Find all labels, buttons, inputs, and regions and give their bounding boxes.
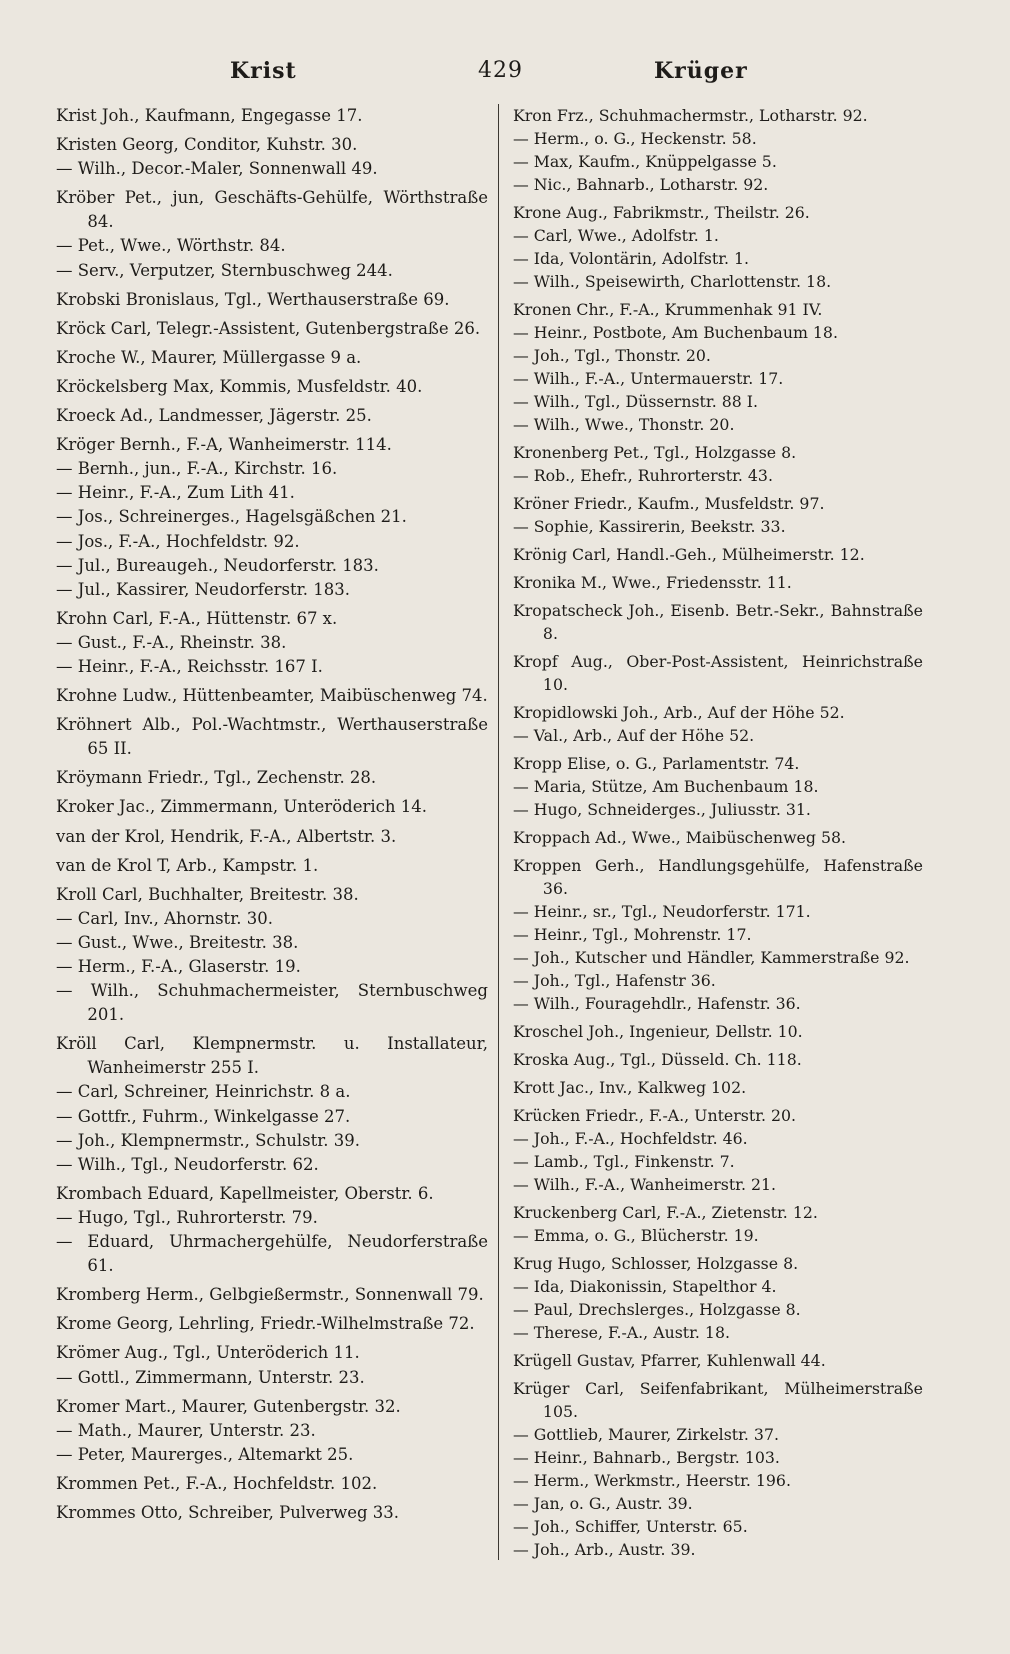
directory-entry: Krome Georg, Lehrling, Friedr.-Wilhelmstraße 72.	[56, 1314, 475, 1334]
column-divider	[498, 104, 499, 1560]
directory-entry: — Jos., Schreinerges., Hagelsgäßchen 21.	[56, 507, 407, 527]
directory-entry: Kropatscheck Joh., Eisenb. Betr.-Sekr., Bahnstraße 8.	[513, 601, 923, 643]
directory-entry: — Math., Maurer, Unterstr. 23.	[56, 1420, 316, 1440]
directory-entry: — Joh., Arb., Austr. 39.	[513, 1540, 696, 1559]
directory-entry: Krommen Pet., F.-A., Hochfeldstr. 102.	[56, 1473, 378, 1493]
directory-entry: Kron Frz., Schuhmachermstr., Lotharstr. 92.	[513, 106, 868, 125]
directory-entry: — Wilh., Fouragehdlr., Hafenstr. 36.	[513, 994, 801, 1013]
directory-entry: Krohne Ludw., Hüttenbeamter, Maibüschenweg 74.	[56, 686, 488, 706]
directory-entry: — Therese, F.-A., Austr. 18.	[513, 1323, 730, 1342]
directory-entry: — Pet., Wwe., Wörthstr. 84.	[56, 236, 286, 256]
directory-entry: Kromberg Herm., Gelbgießermstr., Sonnenwall 79.	[56, 1285, 484, 1305]
directory-entry: — Wilh., F.-A., Untermauerstr. 17.	[513, 369, 784, 388]
directory-entry: Krone Aug., Fabrikmstr., Theilstr. 26.	[513, 203, 810, 222]
directory-entry: Krommes Otto, Schreiber, Pulverweg 33.	[56, 1502, 400, 1522]
directory-entry: — Carl, Inv., Ahornstr. 30.	[56, 908, 273, 928]
directory-entry: Kröck Carl, Telegr.-Assistent, Gutenbergstraße 26.	[56, 318, 481, 338]
directory-entry: Kroeck Ad., Landmesser, Jägerstr. 25.	[56, 406, 372, 426]
directory-entry: Krist Joh., Kaufmann, Engegasse 17.	[56, 106, 363, 125]
directory-entry: Kröll Carl, Klempnermstr. u. Installateur, Wanheimerstr 255 I.	[56, 1034, 488, 1078]
left-column	[56, 104, 488, 1525]
directory-entry: — Jan, o. G., Austr. 39.	[513, 1494, 693, 1513]
directory-entry: — Herm., o. G., Heckenstr. 58.	[513, 129, 757, 148]
directory-entry: — Eduard, Uhrmachergehülfe, Neudorferstraße 61.	[56, 1232, 488, 1276]
directory-entry: — Hugo, Schneiderges., Juliusstr. 31.	[513, 800, 811, 819]
directory-entry: Kropp Elise, o. G., Parlamentstr. 74.	[513, 754, 800, 773]
directory-entry: — Maria, Stütze, Am Buchenbaum 18.	[513, 777, 819, 796]
right-column	[513, 104, 923, 1561]
directory-entry: — Emma, o. G., Blücherstr. 19.	[513, 1226, 759, 1245]
running-header-right: Krüger	[654, 58, 748, 84]
directory-entry: Kröber Pet., jun, Geschäfts-Gehülfe, Wörthstraße 84.	[56, 188, 488, 232]
directory-entry: Kröhnert Alb., Pol.-Wachtmstr., Werthauserstraße 65 II.	[56, 715, 488, 759]
directory-entry: Kristen Georg, Conditor, Kuhstr. 30.	[56, 135, 358, 155]
directory-entry: — Joh., Tgl., Thonstr. 20.	[513, 346, 711, 365]
directory-entry: — Lamb., Tgl., Finkenstr. 7.	[513, 1152, 735, 1171]
directory-entry: Kröner Friedr., Kaufm., Musfeldstr. 97.	[513, 494, 825, 513]
directory-entry: — Carl, Schreiner, Heinrichstr. 8 a.	[56, 1082, 351, 1102]
directory-entry: Krobski Bronislaus, Tgl., Werthauserstraße 69.	[56, 289, 450, 309]
directory-entry: — Max, Kaufm., Knüppelgasse 5.	[513, 152, 777, 171]
directory-entry: Kroppach Ad., Wwe., Maibüschenweg 58.	[513, 828, 847, 847]
directory-entry: Krügell Gustav, Pfarrer, Kuhlenwall 44.	[513, 1351, 826, 1370]
directory-entry: — Wilh., Speisewirth, Charlottenstr. 18.	[513, 272, 832, 291]
directory-entry: Kromer Mart., Maurer, Gutenbergstr. 32.	[56, 1396, 401, 1416]
running-header-left: Krist	[230, 58, 297, 84]
directory-entry: — Joh., F.-A., Hochfeldstr. 46.	[513, 1129, 748, 1148]
directory-entry: — Carl, Wwe., Adolfstr. 1.	[513, 226, 719, 245]
directory-entry: Kroschel Joh., Ingenieur, Dellstr. 10.	[513, 1022, 803, 1041]
directory-entry: Kronen Chr., F.-A., Krummenhak 91 IV.	[513, 300, 823, 319]
directory-entry: Kronika M., Wwe., Friedensstr. 11.	[513, 573, 792, 592]
directory-entry: — Nic., Bahnarb., Lotharstr. 92.	[513, 175, 769, 194]
directory-entry: Kruckenberg Carl, F.-A., Zietenstr. 12.	[513, 1203, 818, 1222]
directory-entry: — Jul., Kassirer, Neudorferstr. 183.	[56, 579, 350, 599]
directory-entry: — Hugo, Tgl., Ruhrorterstr. 79.	[56, 1207, 318, 1227]
directory-entry: — Gottlieb, Maurer, Zirkelstr. 37.	[513, 1425, 779, 1444]
directory-entry: — Joh., Schiffer, Unterstr. 65.	[513, 1517, 748, 1536]
directory-entry: Krohn Carl, F.-A., Hüttenstr. 67 x.	[56, 608, 338, 628]
directory-entry: — Joh., Tgl., Hafenstr 36.	[513, 971, 716, 990]
directory-entry: — Joh., Kutscher und Händler, Kammerstraße 92.	[513, 948, 910, 967]
directory-entry: — Heinr., F.-A., Reichsstr. 167 I.	[56, 656, 323, 676]
directory-entry: Kropf Aug., Ober-Post-Assistent, Heinrichstraße 10.	[513, 652, 923, 694]
directory-entry: — Wilh., Tgl., Düssernstr. 88 I.	[513, 392, 758, 411]
directory-entry: — Gottfr., Fuhrm., Winkelgasse 27.	[56, 1106, 351, 1126]
directory-entry: van de Krol T, Arb., Kampstr. 1.	[56, 855, 319, 875]
directory-entry: — Heinr., F.-A., Zum Lith 41.	[56, 483, 295, 503]
directory-entry: Krombach Eduard, Kapellmeister, Oberstr. 6.	[56, 1183, 434, 1203]
directory-entry: — Serv., Verputzer, Sternbuschweg 244.	[56, 260, 393, 280]
directory-entry: — Rob., Ehefr., Ruhrorterstr. 43.	[513, 466, 773, 485]
directory-entry: Kroll Carl, Buchhalter, Breitestr. 38.	[56, 884, 359, 904]
directory-entry: Kröger Bernh., F.-A, Wanheimerstr. 114.	[56, 435, 392, 455]
directory-entry: — Jul., Bureaugeh., Neudorferstr. 183.	[56, 555, 379, 575]
directory-entry: Kroche W., Maurer, Müllergasse 9 a.	[56, 347, 362, 367]
directory-entry: van der Krol, Hendrik, F.-A., Albertstr. 3.	[56, 826, 397, 846]
directory-entry: Krüger Carl, Seifenfabrikant, Mülheimerstraße 105.	[513, 1379, 923, 1421]
directory-entry: — Bernh., jun., F.-A., Kirchstr. 16.	[56, 459, 338, 479]
directory-entry: — Heinr., Tgl., Mohrenstr. 17.	[513, 925, 752, 944]
directory-entry: — Ida, Diakonissin, Stapelthor 4.	[513, 1277, 777, 1296]
directory-entry: Kröckelsberg Max, Kommis, Musfeldstr. 40.	[56, 376, 423, 396]
directory-entry: Kropidlowski Joh., Arb., Auf der Höhe 52.	[513, 703, 845, 722]
directory-entry: — Jos., F.-A., Hochfeldstr. 92.	[56, 531, 300, 551]
directory-entry: — Wilh., Schuhmachermeister, Sternbuschweg 201.	[56, 981, 488, 1025]
directory-entry: Kroker Jac., Zimmermann, Unteröderich 14.	[56, 797, 427, 817]
directory-entry: — Gust., Wwe., Breitestr. 38.	[56, 932, 299, 952]
directory-entry: — Heinr., sr., Tgl., Neudorferstr. 171.	[513, 902, 811, 921]
directory-entry: Krönig Carl, Handl.-Geh., Mülheimerstr. 12.	[513, 545, 865, 564]
directory-entry: Kröymann Friedr., Tgl., Zechenstr. 28.	[56, 768, 377, 788]
directory-entry: Krücken Friedr., F.-A., Unterstr. 20.	[513, 1106, 797, 1125]
page-number: 429	[478, 58, 523, 83]
directory-entry: — Ida, Volontärin, Adolfstr. 1.	[513, 249, 750, 268]
directory-entry: — Joh., Klempnermstr., Schulstr. 39.	[56, 1130, 361, 1150]
directory-entry: — Herm., Werkmstr., Heerstr. 196.	[513, 1471, 791, 1490]
directory-entry: — Wilh., F.-A., Wanheimerstr. 21.	[513, 1175, 777, 1194]
directory-entry: — Heinr., Bahnarb., Bergstr. 103.	[513, 1448, 780, 1467]
directory-entry: — Sophie, Kassirerin, Beekstr. 33.	[513, 517, 786, 536]
directory-entry: — Peter, Maurerges., Altemarkt 25.	[56, 1444, 354, 1464]
directory-entry: — Heinr., Postbote, Am Buchenbaum 18.	[513, 323, 838, 342]
directory-entry: Kroska Aug., Tgl., Düsseld. Ch. 118.	[513, 1050, 802, 1069]
directory-entry: — Wilh., Wwe., Thonstr. 20.	[513, 415, 735, 434]
directory-entry: — Val., Arb., Auf der Höhe 52.	[513, 726, 755, 745]
directory-entry: Krömer Aug., Tgl., Unteröderich 11.	[56, 1343, 360, 1363]
directory-entry: Kronenberg Pet., Tgl., Holzgasse 8.	[513, 443, 797, 462]
directory-entry: Krott Jac., Inv., Kalkweg 102.	[513, 1078, 747, 1097]
directory-entry: — Wilh., Decor.-Maler, Sonnenwall 49.	[56, 159, 378, 179]
directory-entry: — Wilh., Tgl., Neudorferstr. 62.	[56, 1154, 319, 1174]
directory-entry: — Paul, Drechslerges., Holzgasse 8.	[513, 1300, 801, 1319]
directory-entry: — Gust., F.-A., Rheinstr. 38.	[56, 632, 287, 652]
directory-entry: Krug Hugo, Schlosser, Holzgasse 8.	[513, 1254, 799, 1273]
directory-entry: — Herm., F.-A., Glaserstr. 19.	[56, 957, 301, 976]
directory-entry: — Gottl., Zimmermann, Unterstr. 23.	[56, 1367, 365, 1387]
directory-entry: Kroppen Gerh., Handlungsgehülfe, Hafenstraße 36.	[513, 856, 923, 898]
